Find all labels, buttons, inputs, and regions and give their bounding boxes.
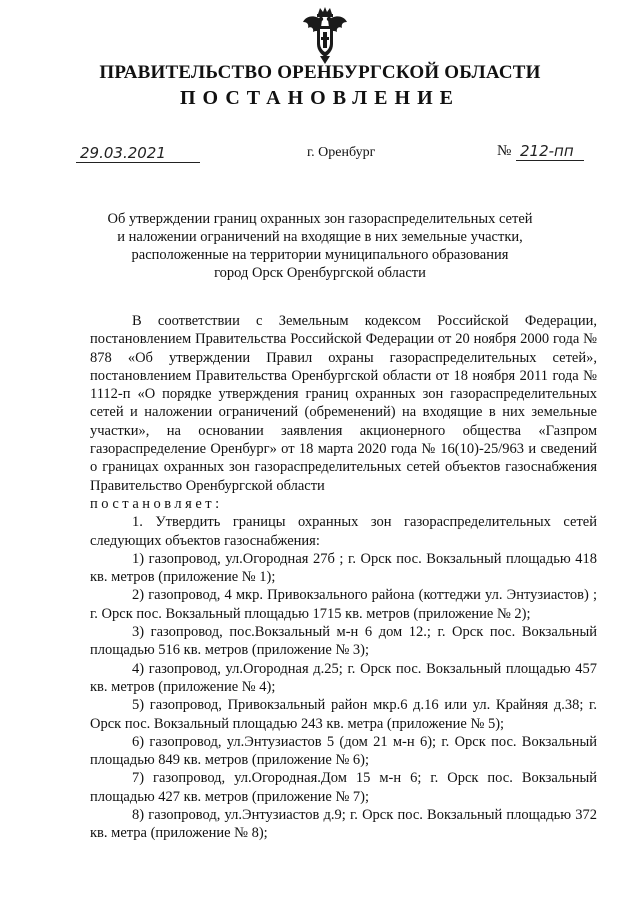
subject-line: Об утверждении границ охранных зон газораспределительных сетей bbox=[107, 211, 533, 227]
list-item: 2) газопровод, 4 мкр. Привокзального района (коттеджи ул. Энтузиастов) ; г. Орск пос. Вокзальный площадью 1715 кв. метров (приложение № 2); bbox=[90, 587, 597, 622]
list-item: 3) газопровод, пос.Вокзальный м-н 6 дом 12.; г. Орск пос. Вокзальный площадью 516 кв. метров (приложение № 3); bbox=[90, 624, 597, 659]
document-body bbox=[90, 312, 597, 843]
resolves-word: постановляет: bbox=[90, 495, 223, 512]
document-number: 212-пп bbox=[520, 142, 574, 160]
preamble-paragraph: В соответствии с Земельным кодексом Российской Федерации, постановлением Правительства Российской Федерации от 20 ноября 2000 года № 878 «Об утверждении Правил охраны газораспределительных сетей», постановлением Правительства Оренбургской области от 18 ноября 2011 года № 1112-п «О порядке утверждения границ охранных зон газораспределительных сетей и наложении ограничений (обременений) на входящие в них земельные участки», на основании заявления акционерного общества «Газпром газораспределение Оренбург» от 18 марта 2020 года № 16(10)-25/963 и сведений о границах охранных зон газораспределительных сетей объектов газоснабжения Правительство Оренбургской области bbox=[90, 313, 597, 494]
list-item: 1) газопровод, ул.Огородная 27б ; г. Орск пос. Вокзальный площадью 418 кв. метров (приложение № 1); bbox=[90, 550, 597, 586]
coat-of-arms-emblem bbox=[300, 6, 350, 66]
list-item: 5) газопровод, Привокзальный район мкр.6 д.16 или ул. Крайняя д.38; г. Орск пос. Вокзальный площадью 243 кв. метра (приложение № 5); bbox=[90, 697, 597, 732]
resolves-line bbox=[90, 495, 597, 513]
date-underline bbox=[76, 162, 200, 163]
number-underline bbox=[516, 160, 584, 161]
subject-line: и наложении ограничений на входящие в них земельные участки, bbox=[117, 229, 523, 245]
document-city: г. Оренбург bbox=[307, 145, 376, 160]
number-label: № bbox=[497, 143, 512, 159]
subject-line: город Орск Оренбургской области bbox=[214, 265, 426, 281]
list-item: 8) газопровод, ул.Энтузиастов д.9; г. Орск пос. Вокзальный площадью 372 кв. метра (приложение № 8); bbox=[90, 807, 597, 842]
list-item: 4) газопровод, ул.Огородная д.25; г. Орск пос. Вокзальный площадью 457 кв. метров (приложение № 4); bbox=[90, 660, 597, 695]
list-item: 7) газопровод, ул.Огородная.Дом 15 м-н 6; г. Орск пос. Вокзальный площадью 427 кв. метров (приложение № 7); bbox=[90, 770, 597, 805]
government-title: ПРАВИТЕЛЬСТВО ОРЕНБУРГСКОЙ ОБЛАСТИ bbox=[99, 62, 541, 83]
list-item: 6) газопровод, ул.Энтузиастов 5 (дом 21 м-н 6); г. Орск пос. Вокзальный площадью 849 кв. метров (приложение № 6); bbox=[90, 733, 597, 769]
point-1-paragraph: 1. Утвердить границы охранных зон газораспределительных сетей следующих объектов газоснабжения: bbox=[90, 514, 597, 549]
document-subject bbox=[60, 210, 580, 282]
document-date: 29.03.2021 bbox=[80, 144, 166, 162]
subject-line: расположенные на территории муниципального образования bbox=[131, 247, 509, 263]
document-type-title: ПОСТАНОВЛЕНИЕ bbox=[180, 87, 460, 109]
